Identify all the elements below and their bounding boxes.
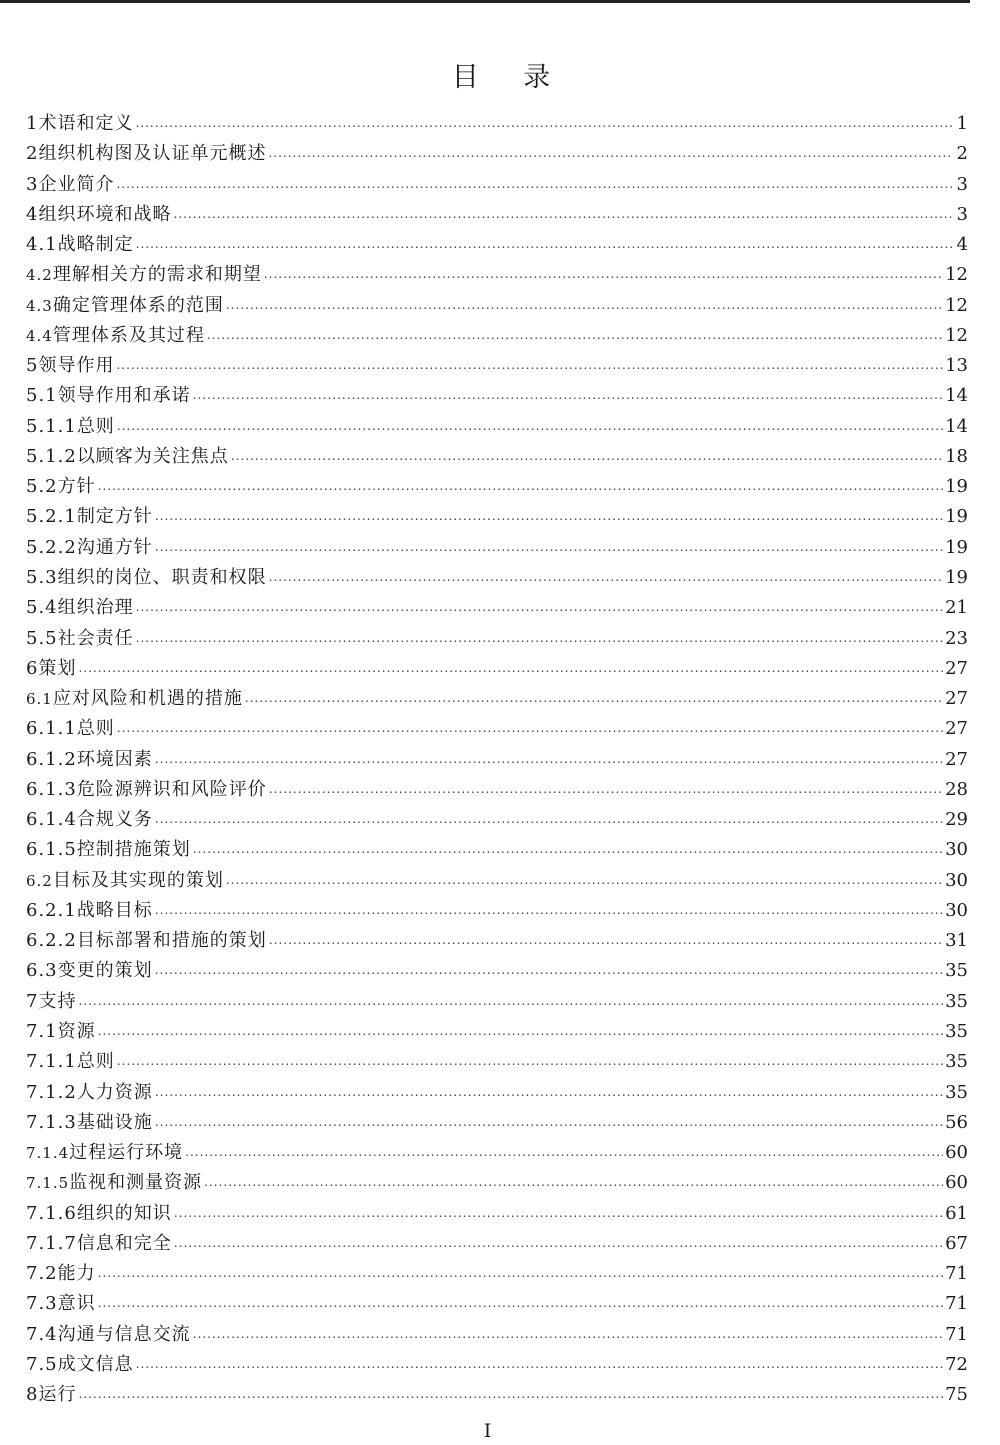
toc-entry-title: 过程运行环境: [69, 1142, 184, 1164]
toc-dot-leader: [226, 290, 943, 320]
toc-entry-number: 6.1.1: [26, 718, 77, 740]
toc-dot-leader: [116, 350, 943, 380]
toc-dot-leader: [193, 1319, 943, 1349]
toc-entry-page: 19: [945, 476, 968, 498]
toc-entry[interactable]: [26, 956, 968, 986]
toc-entry-number: 7.1.6: [26, 1202, 77, 1224]
toc-entry-number: 6.1.2: [26, 748, 77, 770]
toc-dot-leader: [155, 501, 943, 531]
toc-entry-number: 7.1.4: [26, 1144, 70, 1163]
toc-entry[interactable]: [26, 1350, 968, 1380]
toc-dot-leader: [185, 1137, 943, 1167]
toc-entry[interactable]: [26, 1078, 968, 1108]
toc-entry-page: 13: [945, 355, 968, 377]
toc-entry-number: 5.2.1: [26, 506, 77, 528]
toc-entry-page: 3: [956, 173, 968, 195]
toc-entry[interactable]: [26, 1108, 968, 1138]
toc-entry-page: 72: [945, 1353, 968, 1375]
toc-dot-leader: [269, 774, 943, 804]
toc-dot-leader: [245, 683, 943, 713]
toc-dot-leader: [264, 259, 943, 289]
toc-entry-number: 5.2: [26, 476, 58, 498]
toc-entry-title: 意识: [57, 1293, 96, 1315]
toc-entry-page: 14: [945, 415, 968, 437]
toc-entry-title: 总则: [76, 1051, 115, 1073]
toc-entry-title: 社会责任: [57, 627, 134, 649]
toc-entry-page: 12: [945, 324, 968, 346]
top-border-rule: [0, 0, 970, 3]
toc-entry-number: 6.1.5: [26, 839, 77, 861]
toc-entry-page: 30: [945, 899, 968, 921]
toc-entry-number: 4: [26, 203, 39, 225]
toc-entry[interactable]: [26, 1320, 968, 1350]
toc-entry-page: 35: [945, 1051, 968, 1073]
toc-entry-page: 61: [945, 1202, 968, 1224]
toc-entry-number: 6.2.2: [26, 930, 77, 952]
toc-entry[interactable]: [26, 714, 968, 744]
page-title: 目 录: [451, 62, 569, 93]
toc-entry-number: 5.1: [26, 385, 58, 407]
toc-entry-page: 35: [945, 990, 968, 1012]
toc-entry-number: 7: [26, 990, 39, 1012]
page-number: I: [483, 1420, 492, 1442]
toc-entry-title: 合规义务: [76, 809, 153, 831]
toc-entry-page: 4: [956, 234, 968, 256]
toc-entry-page: 27: [945, 748, 968, 770]
toc-entry-number: 7.1.2: [26, 1081, 77, 1103]
toc-dot-leader: [204, 1167, 943, 1197]
toc-dot-leader: [193, 834, 943, 864]
toc-dot-leader: [231, 441, 943, 471]
toc-entry-page: 29: [945, 809, 968, 831]
toc-entry[interactable]: [26, 1047, 968, 1077]
toc-dot-leader: [98, 1016, 943, 1046]
toc-dot-leader: [98, 1288, 943, 1318]
toc-dot-leader: [155, 1107, 943, 1137]
toc-entry-title: 人力资源: [76, 1081, 153, 1103]
toc-entry-number: 2: [26, 143, 39, 165]
toc-entry-title: 变更的策划: [57, 960, 153, 982]
toc-entry-number: 7.2: [26, 1263, 58, 1285]
toc-entry[interactable]: [26, 139, 968, 169]
toc-entry-number: 6.1: [26, 690, 53, 709]
toc-dot-leader: [174, 1198, 943, 1228]
toc-entry[interactable]: [26, 321, 968, 351]
toc-dot-leader: [98, 1258, 943, 1288]
toc-entry-title: 制定方针: [76, 506, 153, 528]
toc-entry-title: 战略制定: [57, 234, 134, 256]
toc-dot-leader: [78, 653, 943, 683]
toc-entry-page: 12: [945, 264, 968, 286]
toc-entry[interactable]: [26, 1138, 968, 1168]
toc-entry-number: 5: [26, 355, 39, 377]
toc-entry[interactable]: [26, 1259, 968, 1289]
toc-entry[interactable]: [26, 805, 968, 835]
toc-entry[interactable]: [26, 926, 968, 956]
toc-dot-leader: [155, 955, 943, 985]
toc-entry-page: 27: [945, 688, 968, 710]
toc-entry-title: 目标及其实现的策划: [52, 869, 224, 891]
toc-dot-leader: [117, 1046, 943, 1076]
toc-entry-number: 7.5: [26, 1353, 58, 1375]
toc-entry-page: 3: [956, 203, 968, 225]
toc-entry-title: 组织环境和战略: [38, 203, 172, 225]
toc-entry[interactable]: [26, 230, 968, 260]
toc-entry-number: 6: [26, 657, 39, 679]
toc-entry-title: 确定管理体系的范围: [52, 294, 224, 316]
toc-entry[interactable]: [26, 472, 968, 502]
toc-entry-page: 35: [945, 1020, 968, 1042]
toc-entry[interactable]: [26, 593, 968, 623]
toc-entry[interactable]: [26, 987, 968, 1017]
toc-dot-leader: [155, 532, 943, 562]
toc-entry-title: 资源: [57, 1020, 96, 1042]
toc-entry-page: 31: [945, 930, 968, 952]
toc-entry-title: 环境因素: [76, 748, 153, 770]
toc-entry-number: 7.1.1: [26, 1051, 77, 1073]
toc-entry-title: 控制措施策划: [76, 839, 191, 861]
toc-entry-title: 组织的岗位、职责和权限: [57, 566, 267, 588]
toc-entry-page: 60: [945, 1142, 968, 1164]
toc-entry[interactable]: [26, 684, 968, 714]
toc-entry-number: 5.4: [26, 597, 58, 619]
toc-dot-leader: [174, 1228, 943, 1258]
toc-dot-leader: [155, 744, 943, 774]
toc-entry-page: 75: [945, 1384, 968, 1406]
toc-entry-page: 71: [945, 1263, 968, 1285]
toc-entry-title: 沟通方针: [76, 536, 153, 558]
toc-entry-page: 12: [945, 294, 968, 316]
toc-entry-number: 4.3: [26, 296, 53, 315]
toc-entry-page: 27: [945, 718, 968, 740]
toc-entry-number: 5.1.1: [26, 415, 77, 437]
toc-entry-page: 56: [945, 1111, 968, 1133]
toc-dot-leader: [117, 411, 943, 441]
toc-dot-leader: [78, 986, 943, 1016]
toc-entry-number: 7.1.3: [26, 1111, 77, 1133]
toc-entry-page: 2: [956, 143, 968, 165]
toc-entry-page: 19: [945, 536, 968, 558]
toc-entry-number: 6.2.1: [26, 899, 77, 921]
toc-entry[interactable]: [26, 291, 968, 321]
toc-entry-title: 危险源辨识和风险评价: [76, 778, 267, 800]
toc-entry[interactable]: [26, 1017, 968, 1047]
toc-entry-title: 能力: [57, 1263, 96, 1285]
table-of-contents: [26, 109, 968, 1410]
toc-entry-title: 应对风险和机遇的措施: [52, 688, 243, 710]
toc-dot-leader: [136, 592, 943, 622]
toc-dot-leader: [136, 623, 943, 653]
toc-entry-title: 监视和测量资源: [69, 1172, 203, 1194]
toc-entry-number: 5.2.2: [26, 536, 77, 558]
toc-entry-title: 目标部署和措施的策划: [76, 930, 267, 952]
toc-entry-title: 战略目标: [76, 899, 153, 921]
toc-entry[interactable]: [26, 563, 968, 593]
toc-entry[interactable]: [26, 351, 968, 381]
toc-entry-title: 信息和完全: [76, 1232, 172, 1254]
toc-dot-leader: [268, 138, 952, 168]
toc-dot-leader: [193, 380, 943, 410]
toc-dot-leader: [269, 925, 943, 955]
toc-entry-page: 35: [945, 960, 968, 982]
toc-entry-page: 71: [945, 1323, 968, 1345]
toc-entry-title: 企业简介: [38, 173, 115, 195]
toc-dot-leader: [98, 471, 943, 501]
toc-dot-leader: [136, 1349, 943, 1379]
toc-dot-leader: [155, 895, 943, 925]
toc-entry-page: 1: [956, 113, 968, 134]
toc-entry-page: 28: [945, 778, 968, 800]
toc-dot-leader: [155, 1077, 943, 1107]
toc-entry-title: 总则: [76, 718, 115, 740]
toc-dot-leader: [135, 108, 952, 138]
toc-entry-title: 运行: [38, 1384, 77, 1406]
toc-entry[interactable]: [26, 1168, 968, 1198]
toc-entry-number: 4.4: [26, 326, 53, 345]
toc-entry-number: 3: [26, 173, 39, 195]
toc-entry[interactable]: [26, 533, 968, 563]
toc-entry-number: 4.2: [26, 266, 53, 285]
toc-dot-leader: [269, 562, 943, 592]
toc-dot-leader: [226, 865, 943, 895]
toc-entry-title: 策划: [38, 657, 77, 679]
toc-entry-page: 19: [945, 506, 968, 528]
toc-entry[interactable]: [26, 1199, 968, 1229]
toc-entry-number: 6.1.3: [26, 778, 77, 800]
toc-entry-title: 领导作用和承诺: [57, 385, 191, 407]
toc-entry[interactable]: [26, 775, 968, 805]
toc-entry-title: 管理体系及其过程: [52, 324, 205, 346]
toc-entry[interactable]: [26, 1380, 968, 1410]
toc-dot-leader: [207, 320, 943, 350]
toc-entry-title: 支持: [38, 990, 77, 1012]
toc-entry-number: 6.1.4: [26, 809, 77, 831]
toc-entry-page: 30: [945, 839, 968, 861]
toc-entry-number: 7.4: [26, 1323, 58, 1345]
toc-entry-number: 7.1: [26, 1020, 58, 1042]
toc-entry-page: 67: [945, 1232, 968, 1254]
toc-entry-number: 5.3: [26, 566, 58, 588]
toc-entry-number: 5.5: [26, 627, 58, 649]
toc-entry-page: 18: [945, 445, 968, 467]
toc-entry[interactable]: [26, 1289, 968, 1319]
toc-entry-title: 沟通与信息交流: [57, 1323, 191, 1345]
toc-entry-title: 组织治理: [57, 597, 134, 619]
toc-entry-title: 术语和定义: [38, 113, 134, 134]
toc-entry-page: 14: [945, 385, 968, 407]
toc-entry-title: 方针: [57, 476, 96, 498]
toc-entry-number: 8: [26, 1384, 39, 1406]
toc-entry-page: 23: [945, 627, 968, 649]
toc-entry[interactable]: [26, 502, 968, 532]
toc-entry[interactable]: [26, 200, 968, 230]
toc-dot-leader: [116, 169, 952, 199]
toc-entry-page: 71: [945, 1293, 968, 1315]
toc-entry[interactable]: [26, 170, 968, 200]
toc-dot-leader: [117, 713, 943, 743]
toc-entry-title: 理解相关方的需求和期望: [52, 264, 262, 286]
toc-entry-page: 19: [945, 566, 968, 588]
toc-entry-page: 21: [945, 597, 968, 619]
toc-entry-title: 以顾客为关注焦点: [76, 445, 229, 467]
toc-entry-title: 领导作用: [38, 355, 115, 377]
toc-entry-page: 30: [945, 869, 968, 891]
toc-entry-title: 基础设施: [76, 1111, 153, 1133]
toc-entry-title: 总则: [76, 415, 115, 437]
toc-entry-number: 1: [26, 113, 39, 134]
toc-entry[interactable]: [26, 109, 968, 139]
toc-entry-page: 60: [945, 1172, 968, 1194]
toc-entry[interactable]: [26, 866, 968, 896]
toc-entry-number: 5.1.2: [26, 445, 77, 467]
toc-entry-page: 27: [945, 657, 968, 679]
toc-entry-number: 7.1.5: [26, 1174, 70, 1193]
toc-entry[interactable]: [26, 896, 968, 926]
toc-entry-number: 4.1: [26, 234, 58, 256]
toc-entry-page: 35: [945, 1081, 968, 1103]
toc-entry-number: 6.2: [26, 871, 53, 890]
toc-entry[interactable]: [26, 381, 968, 411]
toc-dot-leader: [155, 804, 943, 834]
toc-entry-number: 6.3: [26, 960, 58, 982]
toc-entry-title: 组织机构图及认证单元概述: [38, 143, 267, 165]
toc-entry[interactable]: [26, 835, 968, 865]
toc-entry[interactable]: [26, 412, 968, 442]
toc-entry-title: 成文信息: [57, 1353, 134, 1375]
toc-entry[interactable]: [26, 260, 968, 290]
toc-entry-number: 7.3: [26, 1293, 58, 1315]
toc-entry[interactable]: [26, 624, 968, 654]
toc-dot-leader: [173, 199, 952, 229]
toc-entry[interactable]: [26, 1229, 968, 1259]
toc-dot-leader: [136, 229, 952, 259]
toc-entry-number: 7.1.7: [26, 1232, 77, 1254]
toc-entry-title: 组织的知识: [76, 1202, 172, 1224]
toc-entry[interactable]: [26, 442, 968, 472]
toc-entry[interactable]: [26, 745, 968, 775]
toc-entry[interactable]: [26, 654, 968, 684]
toc-dot-leader: [78, 1379, 943, 1409]
